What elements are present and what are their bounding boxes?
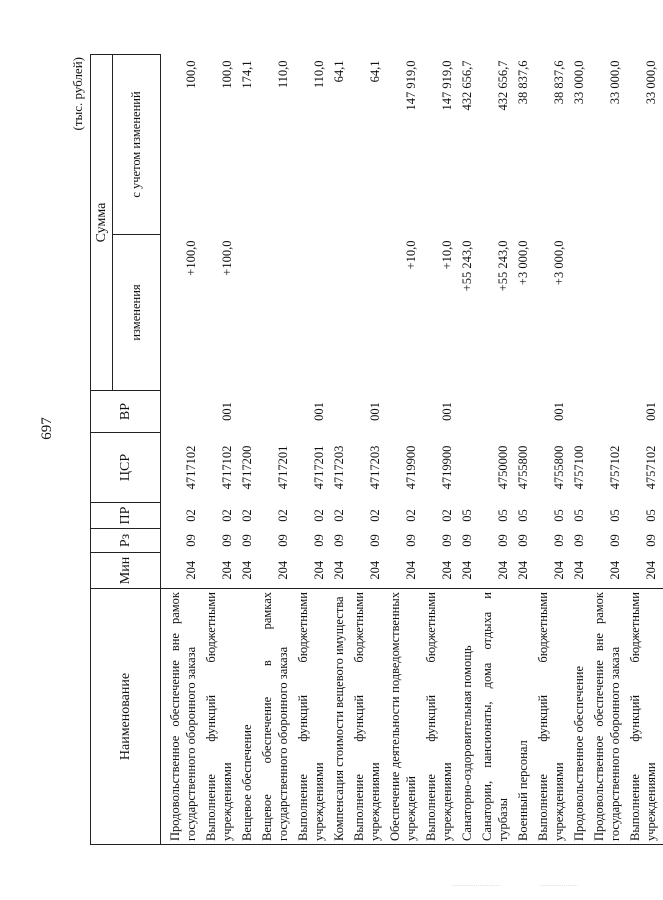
table-row [329,55,349,845]
row-pr: 02 [220,509,234,522]
scan-mark: ……………………… [452,883,502,888]
row-change: +100,0 [220,240,234,276]
row-min: 204 [240,560,254,580]
row-with-change: 174,1 [240,60,254,89]
row-pr: 02 [240,509,254,522]
row-with-change: 64,1 [332,60,346,83]
row-change [237,235,257,391]
table-row [625,55,663,845]
budget-table [90,54,663,845]
row-name: Обеспечение деятельности подведомственных учреждений [385,589,421,845]
row-rz: 09 [184,534,198,547]
row-with-change: 110,0 [276,60,290,89]
row-csr: 4717200 [240,445,254,490]
row-pr: 05 [608,509,622,522]
row-csr: 4717201 [276,445,290,490]
row-rz: 09 [552,534,566,547]
row-name: Выполнение функций бюджетными учреждениями [625,589,663,845]
row-rz: 09 [220,534,234,547]
row-csr: 4717203 [368,445,382,490]
row-min: 204 [552,560,566,580]
row-name: Продовольственное обеспечение [569,589,589,845]
row-csr [457,433,477,503]
row-vr [513,391,533,433]
table-row [293,55,329,845]
row-min: 204 [516,560,530,580]
row-change [625,235,663,391]
row-rz: 09 [644,534,658,547]
header-name: Наименование [91,589,161,845]
row-change [293,235,329,391]
row-with-change: 432 656,7 [460,60,474,111]
row-change: +3 000,0 [516,240,530,286]
row-name: Вещевое обеспечение [237,589,257,845]
table-row [457,55,477,845]
row-vr [385,391,421,433]
row-change [569,235,589,391]
header-row-1 [91,55,113,845]
row-min: 204 [572,560,586,580]
row-csr: 4755800 [516,445,530,490]
table-row [349,55,385,845]
row-vr [237,391,257,433]
table-row [257,55,293,845]
row-rz: 09 [460,534,474,547]
row-pr: 05 [460,509,474,522]
row-min: 204 [276,560,290,580]
row-change [257,235,293,391]
row-name: Выполнение функций бюджетными учреждениями [421,589,457,845]
row-csr: 4717102 [184,445,198,490]
table-row [421,55,457,845]
row-name: Выполнение функций бюджетными учреждениями [349,589,385,845]
row-with-change: 110,0 [312,60,326,89]
header-rz: Рз [91,529,161,553]
row-rz: 09 [276,534,290,547]
row-rz: 09 [332,534,346,547]
row-vr [569,391,589,433]
row-vr: 001 [368,402,382,421]
row-rz: 09 [572,534,586,547]
row-with-change: 33 000,0 [644,60,658,105]
row-change [589,235,625,391]
row-csr: 4755800 [552,445,566,490]
row-vr: 001 [644,402,658,421]
row-with-change: 100,0 [184,60,198,89]
row-pr: 05 [552,509,566,522]
header-csr: ЦСР [91,433,161,503]
header-sum: Сумма [91,55,113,391]
row-name: Выполнение функций бюджетными учреждениями [293,589,329,845]
row-name: Вещевое обеспечение в рамках государственного оборонного заказа [257,589,293,845]
row-csr: 4717201 [312,445,326,490]
scan-mark: ………………… [540,883,579,888]
row-with-change: 100,0 [220,60,234,89]
row-rz: 09 [496,534,510,547]
row-with-change: 38 837,6 [552,60,566,105]
row-change: +55 243,0 [460,240,474,292]
row-pr: 05 [572,509,586,522]
row-name: Военный персонал [513,589,533,845]
row-csr: 4717203 [332,445,346,490]
header-min: Мин [91,553,161,589]
table-row [477,55,513,845]
row-with-change: 33 000,0 [608,60,622,105]
table-row [385,55,421,845]
row-rz: 09 [404,534,418,547]
row-name: Компенсация стоимости вещевого имущества [329,589,349,845]
row-min: 204 [496,560,510,580]
row-change: +10,0 [404,240,418,270]
row-vr: 001 [440,402,454,421]
row-rz: 09 [440,534,454,547]
row-rz: 09 [368,534,382,547]
row-pr: 02 [440,509,454,522]
table-row [589,55,625,845]
row-rz: 09 [608,534,622,547]
row-change [329,235,349,391]
row-vr: 001 [552,402,566,421]
row-change: +3 000,0 [552,240,566,286]
row-vr: 001 [312,402,326,421]
row-with-change: 33 000,0 [572,60,586,105]
row-name: Санатории, пансионаты, дома отдыха и турбазы [477,589,513,845]
table-row [161,55,202,845]
units-label: (тыс. рублей) [70,57,85,131]
header-with-change: с учетом изменений [113,55,161,235]
row-rz: 09 [240,534,254,547]
row-csr: 4757100 [572,445,586,490]
rotated-document [70,55,658,845]
row-min: 204 [332,560,346,580]
row-name: Санаторно-оздоровительная помощь [457,589,477,845]
table-row [513,55,533,845]
row-min: 204 [368,560,382,580]
row-pr: 02 [276,509,290,522]
row-csr: 4717102 [220,445,234,490]
row-pr: 05 [496,509,510,522]
table-row [201,55,237,845]
row-pr: 02 [368,509,382,522]
row-csr: 4757102 [608,445,622,490]
row-change: +10,0 [440,240,454,270]
row-change: +100,0 [184,240,198,276]
page-number: 697 [38,417,55,440]
row-rz: 09 [516,534,530,547]
row-pr: 02 [312,509,326,522]
row-pr: 02 [184,509,198,522]
row-min: 204 [184,560,198,580]
row-name: Продовольственное обеспечение вне рамок государственного оборонного заказа [589,589,625,845]
table-row [569,55,589,845]
row-vr [457,391,477,433]
row-vr: 001 [220,402,234,421]
header-change: изменения [113,235,161,391]
row-min: 204 [404,560,418,580]
row-min: 204 [220,560,234,580]
row-vr [477,391,513,433]
row-change: +55 243,0 [496,240,510,292]
row-name: Выполнение функций бюджетными учреждениями [201,589,237,845]
row-name: Продовольственное обеспечение вне рамок государственного оборонного заказа [161,589,202,845]
row-with-change: 147 919,0 [440,60,454,111]
row-pr: 05 [516,509,530,522]
table-row [533,55,569,845]
row-with-change: 38 837,6 [516,60,530,105]
header-pr: ПР [91,503,161,529]
row-min: 204 [440,560,454,580]
row-csr: 4750000 [496,445,510,490]
row-csr: 4719900 [404,445,418,490]
row-vr [329,391,349,433]
row-vr [161,391,202,433]
row-with-change: 432 656,7 [496,60,510,111]
row-pr: 05 [644,509,658,522]
header-vr: ВР [91,391,161,433]
row-min: 204 [460,560,474,580]
row-change [349,235,385,391]
table-body [161,55,663,845]
table-row [237,55,257,845]
row-name: Выполнение функций бюджетными учреждениями [533,589,569,845]
row-min: 204 [312,560,326,580]
row-with-change: 147 919,0 [404,60,418,111]
row-vr [589,391,625,433]
row-pr: 02 [404,509,418,522]
row-rz: 09 [312,534,326,547]
row-with-change: 64,1 [368,60,382,83]
row-min: 204 [608,560,622,580]
row-csr: 4757102 [644,445,658,490]
row-min: 204 [644,560,658,580]
row-csr: 4719900 [440,445,454,490]
row-pr: 02 [332,509,346,522]
row-vr [257,391,293,433]
